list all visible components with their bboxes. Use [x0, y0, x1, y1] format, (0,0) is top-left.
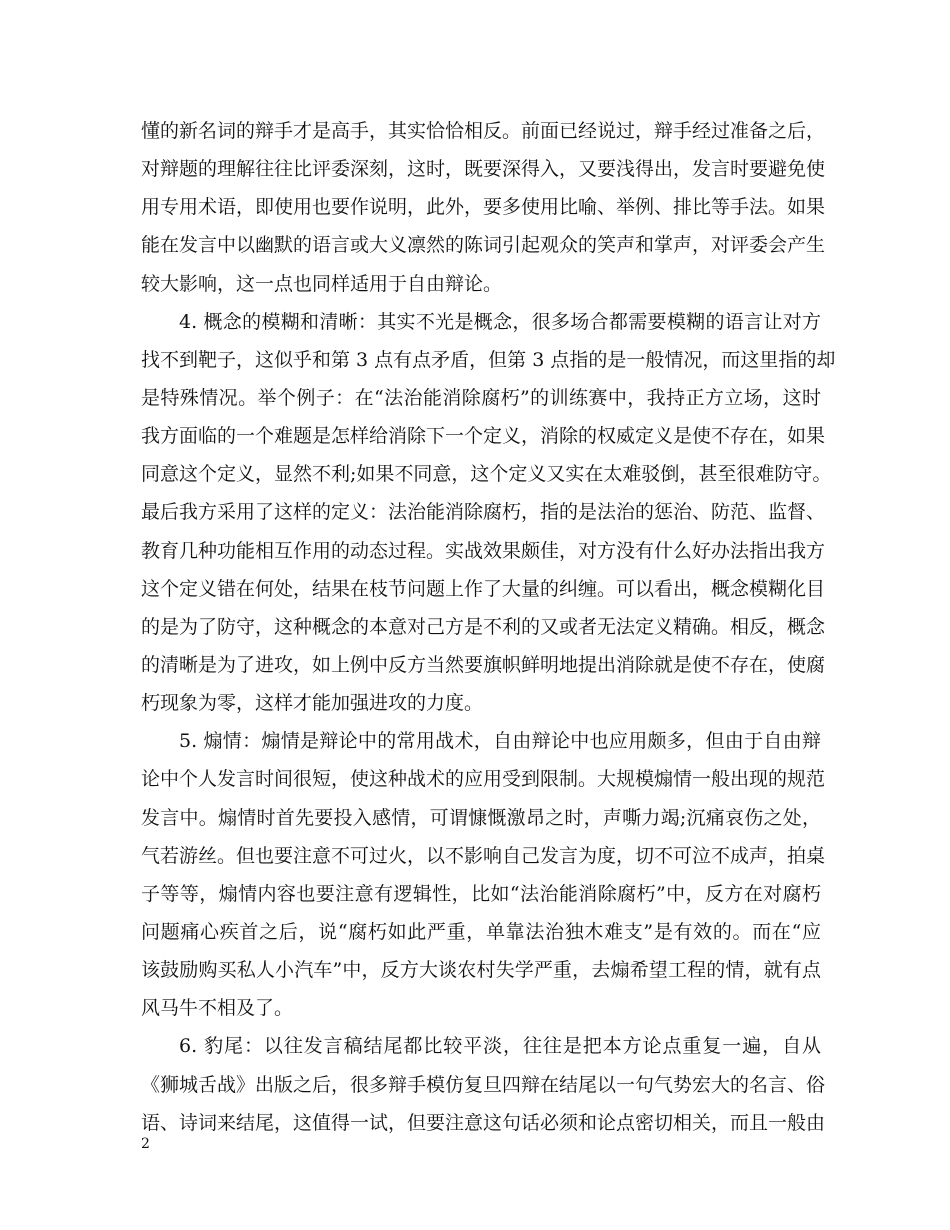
text-line: 用专用术语，即使用也要作说明，此外，要多使用比喻、举例、排比等手法。如果 [141, 196, 826, 219]
text-line: 这个定义错在何处，结果在枝节问题上作了大量的纠缠。可以看出，概念模糊化目 [141, 577, 826, 600]
text-line: 朽现象为零，这样才能加强进攻的力度。 [141, 692, 484, 715]
text-line: 4. 概念的模糊和清晰：其实不光是概念，很多场合都需要模糊的语言让对方 [179, 310, 821, 333]
page-number: 2 [141, 1136, 150, 1152]
text-line: 《狮城舌战》出版之后，很多辩手模仿复旦四辩在结尾以一句气势宏大的名言、俗 [141, 1073, 826, 1096]
text-line: 找不到靶子，这似乎和第 3 点有点矛盾，但第 3 点指的是一般情况，而这里指的却 [141, 348, 836, 371]
text-line: 问题痛心疾首之后，说“腐朽如此严重，单靠法治独木难支”是有效的。而在“应 [141, 920, 821, 943]
text-line: 语、诗词来结尾，这值得一试，但要注意这句话必须和论点密切相关，而且一般由 [141, 1111, 826, 1134]
text-line: 我方面临的一个难题是怎样给消除下一个定义，消除的权威定义是使不存在，如果 [141, 425, 826, 448]
text-line: 论中个人发言时间很短，使这种战术的应用受到限制。大规模煽情一般出现的规范 [141, 768, 826, 791]
text-line: 懂的新名词的辩手才是高手，其实恰恰相反。前面已经说过，辩手经过准备之后， [141, 120, 826, 142]
text-line: 的清晰是为了进攻，如上例中反方当然要旗帜鲜明地提出消除就是使不存在，使腐 [141, 653, 826, 676]
text-line: 能在发言中以幽默的语言或大义凛然的陈词引起观众的笑声和掌声，对评委会产生 [141, 234, 826, 257]
text-line: 子等等，煽情内容也要注意有逻辑性，比如“法治能消除腐朽”中，反方在对腐朽 [141, 882, 821, 905]
text-line: 最后我方采用了这样的定义：法治能消除腐朽，指的是法治的惩治、防范、监督、 [141, 501, 826, 524]
text-line: 该鼓励购买私人小汽车”中，反方大谈农村失学严重，去煽希望工程的情，就有点 [141, 959, 821, 982]
text-line: 风马牛不相及了。 [141, 997, 294, 1020]
document-body [141, 112, 836, 1142]
text-line: 是特殊情况。举个例子：在“法治能消除腐朽”的训练赛中，我持正方立场，这时 [141, 386, 821, 409]
text-line: 发言中。煽情时首先要投入感情，可谓慷慨激昂之时，声嘶力竭;沉痛哀伤之处， [141, 806, 821, 829]
text-line: 同意这个定义，显然不利;如果不同意，这个定义又实在太难驳倒，甚至很难防守。 [141, 463, 832, 486]
text-line: 6. 豹尾：以往发言稿结尾都比较平淡，往往是把本方论点重复一遍，自从 [179, 1035, 821, 1058]
text-line: 较大影响，这一点也同样适用于自由辩论。 [141, 272, 503, 295]
text-line: 对辩题的理解往往比评委深刻，这时，既要深得入，又要浅得出，发言时要避免使 [141, 158, 826, 181]
text-line: 气若游丝。但也要注意不可过火，以不影响自己发言为度，切不可泣不成声，拍桌 [141, 844, 826, 867]
text-line: 教育几种功能相互作用的动态过程。实战效果颇佳，对方没有什么好办法指出我方 [141, 539, 826, 562]
text-line: 的是为了防守，这种概念的本意对己方是不利的又或者无法定义精确。相反，概念 [141, 615, 826, 638]
text-line: 5. 煽情：煽情是辩论中的常用战术，自由辩论中也应用颇多，但由于自由辩 [179, 730, 821, 753]
